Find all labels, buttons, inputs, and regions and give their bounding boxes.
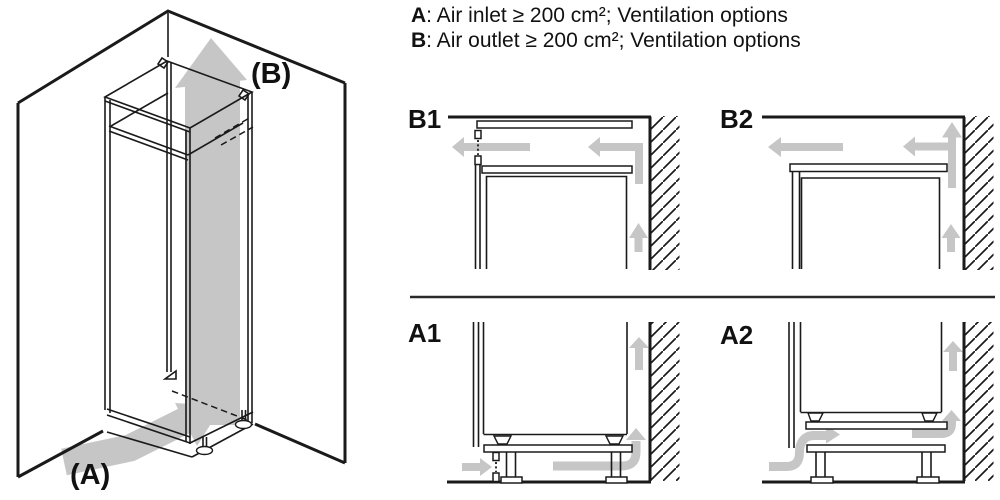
- legend-key-a: A: [411, 4, 427, 27]
- b1-airflow-arrows: [452, 137, 648, 252]
- panel-b2-diagram: [762, 116, 994, 270]
- panel-b1-label: B1: [408, 104, 442, 134]
- ventilation-options-panels: [400, 0, 1000, 500]
- legend-line-air-outlet: [411, 28, 801, 53]
- b1-wall-hatching: [652, 116, 680, 270]
- panel-a1-diagram: [447, 322, 680, 483]
- a2-wall-hatching: [966, 322, 994, 481]
- panel-a2-diagram: [762, 322, 994, 483]
- panel-b2-label: B2: [720, 104, 754, 134]
- legend: [411, 3, 801, 53]
- panel-a2-label: A2: [720, 320, 754, 350]
- isometric-niche-diagram: [0, 0, 400, 500]
- panel-b1-diagram: [448, 116, 680, 270]
- label-inlet-a: (A): [70, 459, 111, 491]
- b2-airflow-arrows: [768, 122, 962, 252]
- label-outlet-b: (B): [251, 58, 292, 90]
- legend-text-a: : Air inlet ≥ 200 cm²; Ventilation options: [426, 4, 788, 27]
- panel-a1-label: A1: [408, 318, 442, 348]
- legend-key-b: B: [411, 29, 427, 52]
- a2-plinth-legs: [811, 452, 939, 483]
- legend-line-air-inlet: [411, 3, 801, 28]
- legend-text-b: : Air outlet ≥ 200 cm²; Ventilation options: [426, 29, 801, 52]
- a1-wall-hatching: [652, 322, 680, 481]
- b2-wall-hatching: [966, 116, 994, 270]
